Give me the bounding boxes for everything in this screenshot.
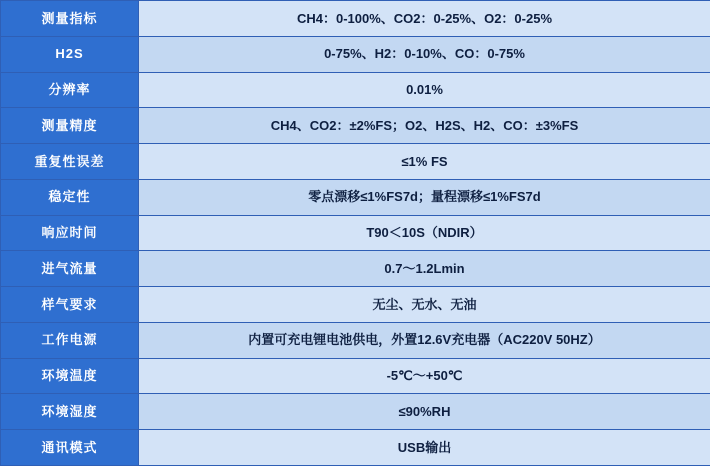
row-label: 测量指标 (1, 1, 139, 37)
row-value: 零点漂移≤1%FS7d；量程漂移≤1%FS7d (139, 179, 710, 215)
row-label: H2S (1, 36, 139, 72)
table-row (1, 322, 710, 358)
row-label: 进气流量 (1, 251, 139, 287)
row-label: 环境温度 (1, 358, 139, 394)
table-row (1, 394, 710, 430)
row-label: 分辨率 (1, 72, 139, 108)
table-row (1, 287, 710, 323)
table-row (1, 144, 710, 180)
row-value: T90＜10S（NDIR） (139, 215, 710, 251)
row-value: CH4：0-100%、CO2：0-25%、O2：0-25% (139, 1, 710, 37)
table-row (1, 179, 710, 215)
table-row (1, 430, 710, 466)
row-label: 响应时间 (1, 215, 139, 251)
row-label: 稳定性 (1, 179, 139, 215)
row-value: 0-75%、H2：0-10%、CO：0-75% (139, 36, 710, 72)
row-value: 内置可充电锂电池供电，外置12.6V充电器（AC220V 50HZ） (139, 322, 710, 358)
table-row (1, 72, 710, 108)
row-label: 通讯模式 (1, 430, 139, 466)
row-label: 样气要求 (1, 287, 139, 323)
row-label: 测量精度 (1, 108, 139, 144)
row-value: 0.01% (139, 72, 710, 108)
table-row (1, 36, 710, 72)
row-value: ≤90%RH (139, 394, 710, 430)
row-value: 无尘、无水、无油 (139, 287, 710, 323)
table-row (1, 251, 710, 287)
row-label: 重复性误差 (1, 144, 139, 180)
row-value: CH4、CO2：±2%FS；O2、H2S、H2、CO：±3%FS (139, 108, 710, 144)
row-value: 0.7～1.2Lmin (139, 251, 710, 287)
table-row (1, 1, 710, 37)
row-value: USB输出 (139, 430, 710, 466)
table-row (1, 358, 710, 394)
row-value: -5℃～+50℃ (139, 358, 710, 394)
table-row (1, 215, 710, 251)
row-label: 工作电源 (1, 322, 139, 358)
row-value: ≤1% FS (139, 144, 710, 180)
specification-table-body (1, 1, 710, 466)
table-row (1, 108, 710, 144)
row-label: 环境湿度 (1, 394, 139, 430)
